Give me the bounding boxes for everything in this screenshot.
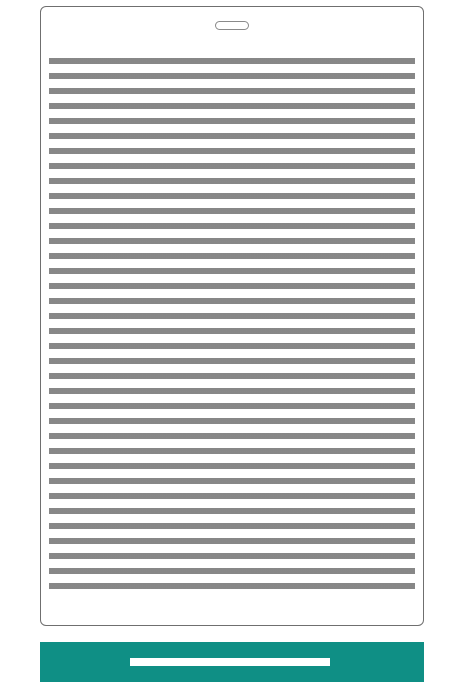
notice-body [49, 53, 415, 593]
notice-card [40, 6, 424, 626]
title-wrap [41, 15, 423, 34]
notice-title [215, 21, 249, 30]
footer-bar [130, 658, 330, 666]
